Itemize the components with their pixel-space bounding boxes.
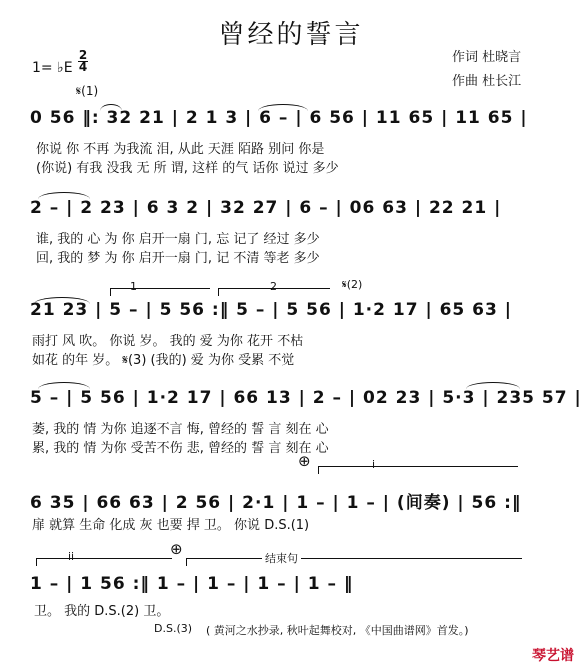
notes-row-1: 0 56 ‖: 32 21 | 2 1 3 | 6 – | 6 56 | 11 65 | 11 65 | (30, 108, 528, 128)
composer-credit: 作曲 杜长江 (452, 74, 522, 89)
song-title: 曾经的誓言 (218, 20, 364, 50)
volta-i-label: i (372, 458, 376, 471)
volta-1-label: 1 (130, 280, 137, 293)
segno-mark-1: 𝄋(1) (76, 84, 99, 98)
volta-i-bracket (318, 466, 518, 467)
volta-1-bracket (110, 288, 210, 289)
meter-top: 2 (78, 48, 88, 62)
ending-hook (186, 558, 187, 566)
ending-label: 结束句 (262, 550, 301, 566)
lyrics-row-4-verse-2: 累, 我的 情 为你 受苦不伤 悲, 曾经的 誓 言 刻在 心 (32, 441, 329, 456)
lyrics-row-1-verse-2: (你说) 有我 没我 无 所 谓, 这样 的气 话你 说过 多少 (36, 161, 339, 176)
time-signature (78, 50, 88, 73)
site-logo: 琴艺谱 (532, 648, 574, 664)
volta-i-hook (318, 466, 319, 474)
volta-ii-hook (36, 558, 37, 566)
lyrics-row-6-verse-1: 卫。 我的 D.S.(2) 卫。 (34, 604, 170, 619)
ending-bracket (186, 558, 522, 559)
lyrics-row-2-verse-1: 谁, 我的 心 为 你 启开一扇 门, 忘 记了 经过 多少 (36, 232, 320, 247)
volta-ii-bracket (36, 558, 172, 559)
notes-row-2: 2 – | 2 23 | 6 3 2 | 32 27 | 6 – | 06 63 | 22 21 | (30, 198, 502, 218)
notes-row-5: 6 35 | 66 63 | 2 56 | 2·1 | 1 – | 1 – | (间奏) | 56 :‖ (30, 493, 522, 513)
tie-row-4 (38, 382, 90, 389)
notes-row-3: 21 23 | 5 – | 5 56 :‖ 5 – | 5 56 | 1·2 17 | 65 63 | (30, 300, 512, 320)
lyrics-row-5-verse-1: 扉 就算 生命 化成 灰 也要 捍 卫。 你说 D.S.(1) (32, 518, 310, 533)
slur-row-1a (100, 104, 122, 111)
volta-1-hook (110, 288, 111, 296)
slur-row-3 (34, 297, 90, 304)
coda-sign-2: ⊕ (170, 540, 183, 558)
volta-2-hook (218, 288, 219, 296)
volta-2-label: 2 (270, 280, 277, 293)
tie-row-2 (38, 192, 90, 199)
lyricist-credit: 作词 杜晓言 (452, 50, 522, 65)
meter-bottom: 4 (78, 60, 88, 74)
transcription-credit: ( 黄河之水抄录, 秋叶起舞校对, 《中国曲谱网》首发。) (206, 624, 469, 637)
segno-mark-2: 𝄋(2) (342, 278, 363, 291)
lyrics-row-3-verse-2: 如花 的年 岁。 𝄋(3) (我的) 爱 为你 受累 不觉 (32, 353, 295, 368)
lyrics-row-2-verse-2: 回, 我的 梦 为 你 启开一扇 门, 记 不清 等老 多少 (36, 251, 320, 266)
notes-row-4: 5 – | 5 56 | 1·2 17 | 66 13 | 2 – | 02 23 | 5·3 | 235 57 | (30, 388, 582, 408)
volta-ii-label: ii (68, 550, 75, 563)
key-signature: 1= ♭E (32, 60, 73, 76)
tie-row-1 (258, 104, 308, 111)
lyrics-row-1-verse-1: 你说 你 不再 为我流 泪, 从此 天涯 陌路 别问 你是 (36, 142, 325, 157)
notes-row-6: 1 – | 1 56 :‖ 1 – | 1 – | 1 – | 1 – ‖ (30, 574, 354, 594)
ds3-label: D.S.(3) (154, 622, 193, 635)
coda-sign-1: ⊕ (298, 452, 311, 470)
lyrics-row-3-verse-1: 雨打 风 吹。 你说 岁。 我的 爱 为你 花开 不枯 (32, 334, 304, 349)
lyrics-row-4-verse-1: 萎, 我的 情 为你 追逐不言 悔, 曾经的 誓 言 刻在 心 (32, 422, 329, 437)
slur-row-4 (466, 382, 520, 389)
